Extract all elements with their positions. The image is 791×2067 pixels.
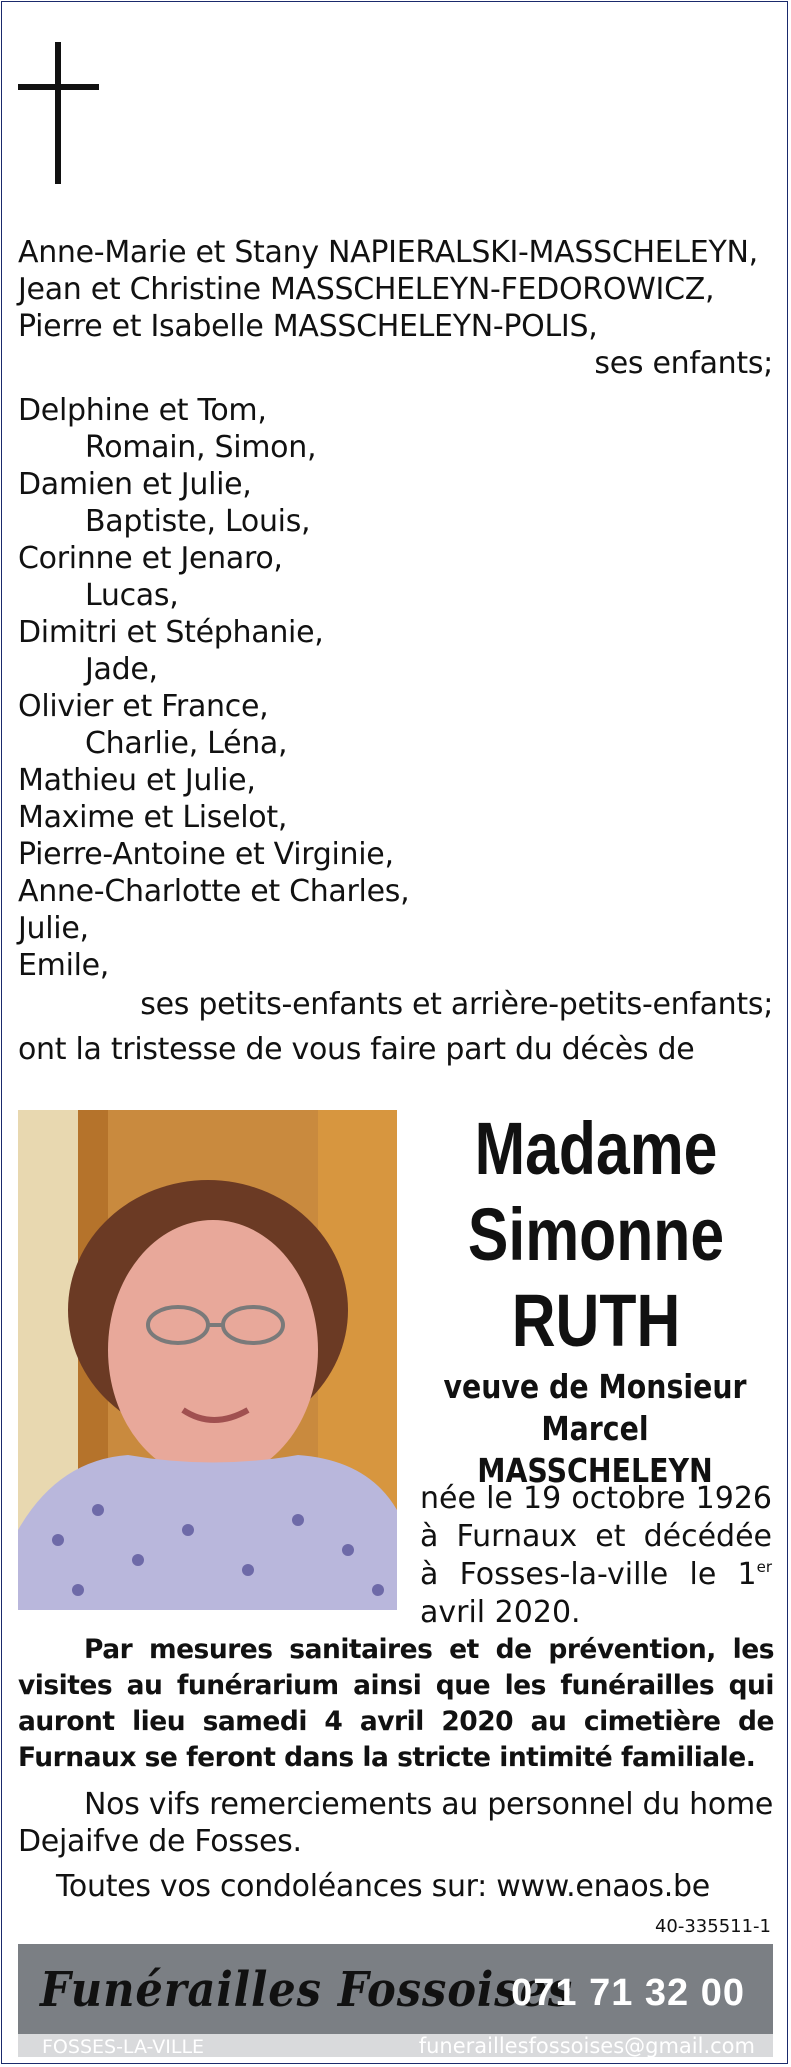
email-address: funeraillesfossoises@gmail.com — [418, 2034, 755, 2058]
sanitary-notice: Par mesures sanitaires et de prévention, les visites au funérarium ainsi que les funérailles qui auront lieu samedi 4 avril 2020 au cimetière de Furnaux se feront dans la stricte intimité familiale. — [18, 1634, 774, 1773]
child-line: Jean et Christine MASSCHELEYN-FEDOROWICZ, — [18, 272, 715, 307]
deceased-title: Madame — [474, 1107, 718, 1190]
footer-banner — [18, 1944, 773, 2057]
grandchild-line: Lucas, — [85, 578, 179, 613]
thanks-text: Nos vifs remerciements au personnel du home Dejaifve de Fosses. — [18, 1787, 774, 1859]
announcement: ont la tristesse de vous faire part du décès de — [18, 1032, 695, 1067]
grandchild-line: Julie, — [18, 911, 89, 946]
child-line: Pierre et Isabelle MASSCHELEYN-POLIS, — [18, 309, 598, 344]
reference-number: 40-335511-1 — [654, 1916, 771, 1937]
grandchild-line: Olivier et France, — [18, 689, 269, 724]
deceased-first-name: Simonne — [467, 1193, 725, 1276]
widow-line-1: veuve de Monsieur — [443, 1367, 747, 1406]
child-line: Anne-Marie et Stany NAPIERALSKI-MASSCHELEYN, — [18, 235, 758, 270]
condolences-text: Toutes vos condoléances sur: www.enaos.be — [56, 1869, 710, 1904]
grandchild-line: Damien et Julie, — [18, 467, 252, 502]
grandchild-line: Pierre-Antoine et Virginie, — [18, 837, 394, 872]
widow-line-2: Marcel MASSCHELEYN — [477, 1409, 713, 1490]
birth-death-text: née le 19 octobre 1926 à Furnaux et décédée à Fosses-la-ville le 1er avril 2020. — [420, 1481, 772, 1630]
grandchild-line: Dimitri et Stéphanie, — [18, 615, 324, 650]
brand-logo: Funérailles Fossoises — [40, 1962, 574, 2018]
grandchild-line: Emile, — [18, 948, 110, 983]
grandchild-line: Mathieu et Julie, — [18, 763, 256, 798]
children-block — [18, 234, 773, 382]
portrait-photo — [18, 1110, 397, 1610]
grandchild-line: Maxime et Liselot, — [18, 800, 288, 835]
grandchildren-block — [18, 392, 773, 984]
grandchild-line: Corinne et Jenaro, — [18, 541, 283, 576]
grandchild-line: Delphine et Tom, — [18, 393, 267, 428]
phone-number: 071 71 32 00 — [511, 1972, 745, 2014]
grandchildren-label: ses petits-enfants et arrière-petits-enfants; — [140, 987, 773, 1022]
grandchild-line: Charlie, Léna, — [85, 726, 288, 761]
grandchild-line: Baptiste, Louis, — [85, 504, 311, 539]
ordinal-sup: er — [756, 1558, 772, 1576]
city-name: FOSSES-LA-VILLE — [42, 2036, 205, 2058]
grandchild-line: Jade, — [85, 652, 158, 687]
children-label: ses enfants; — [594, 346, 773, 381]
deceased-last-name: RUTH — [511, 1279, 681, 1362]
grandchild-line: Romain, Simon, — [85, 430, 317, 465]
grandchild-line: Anne-Charlotte et Charles, — [18, 874, 410, 909]
